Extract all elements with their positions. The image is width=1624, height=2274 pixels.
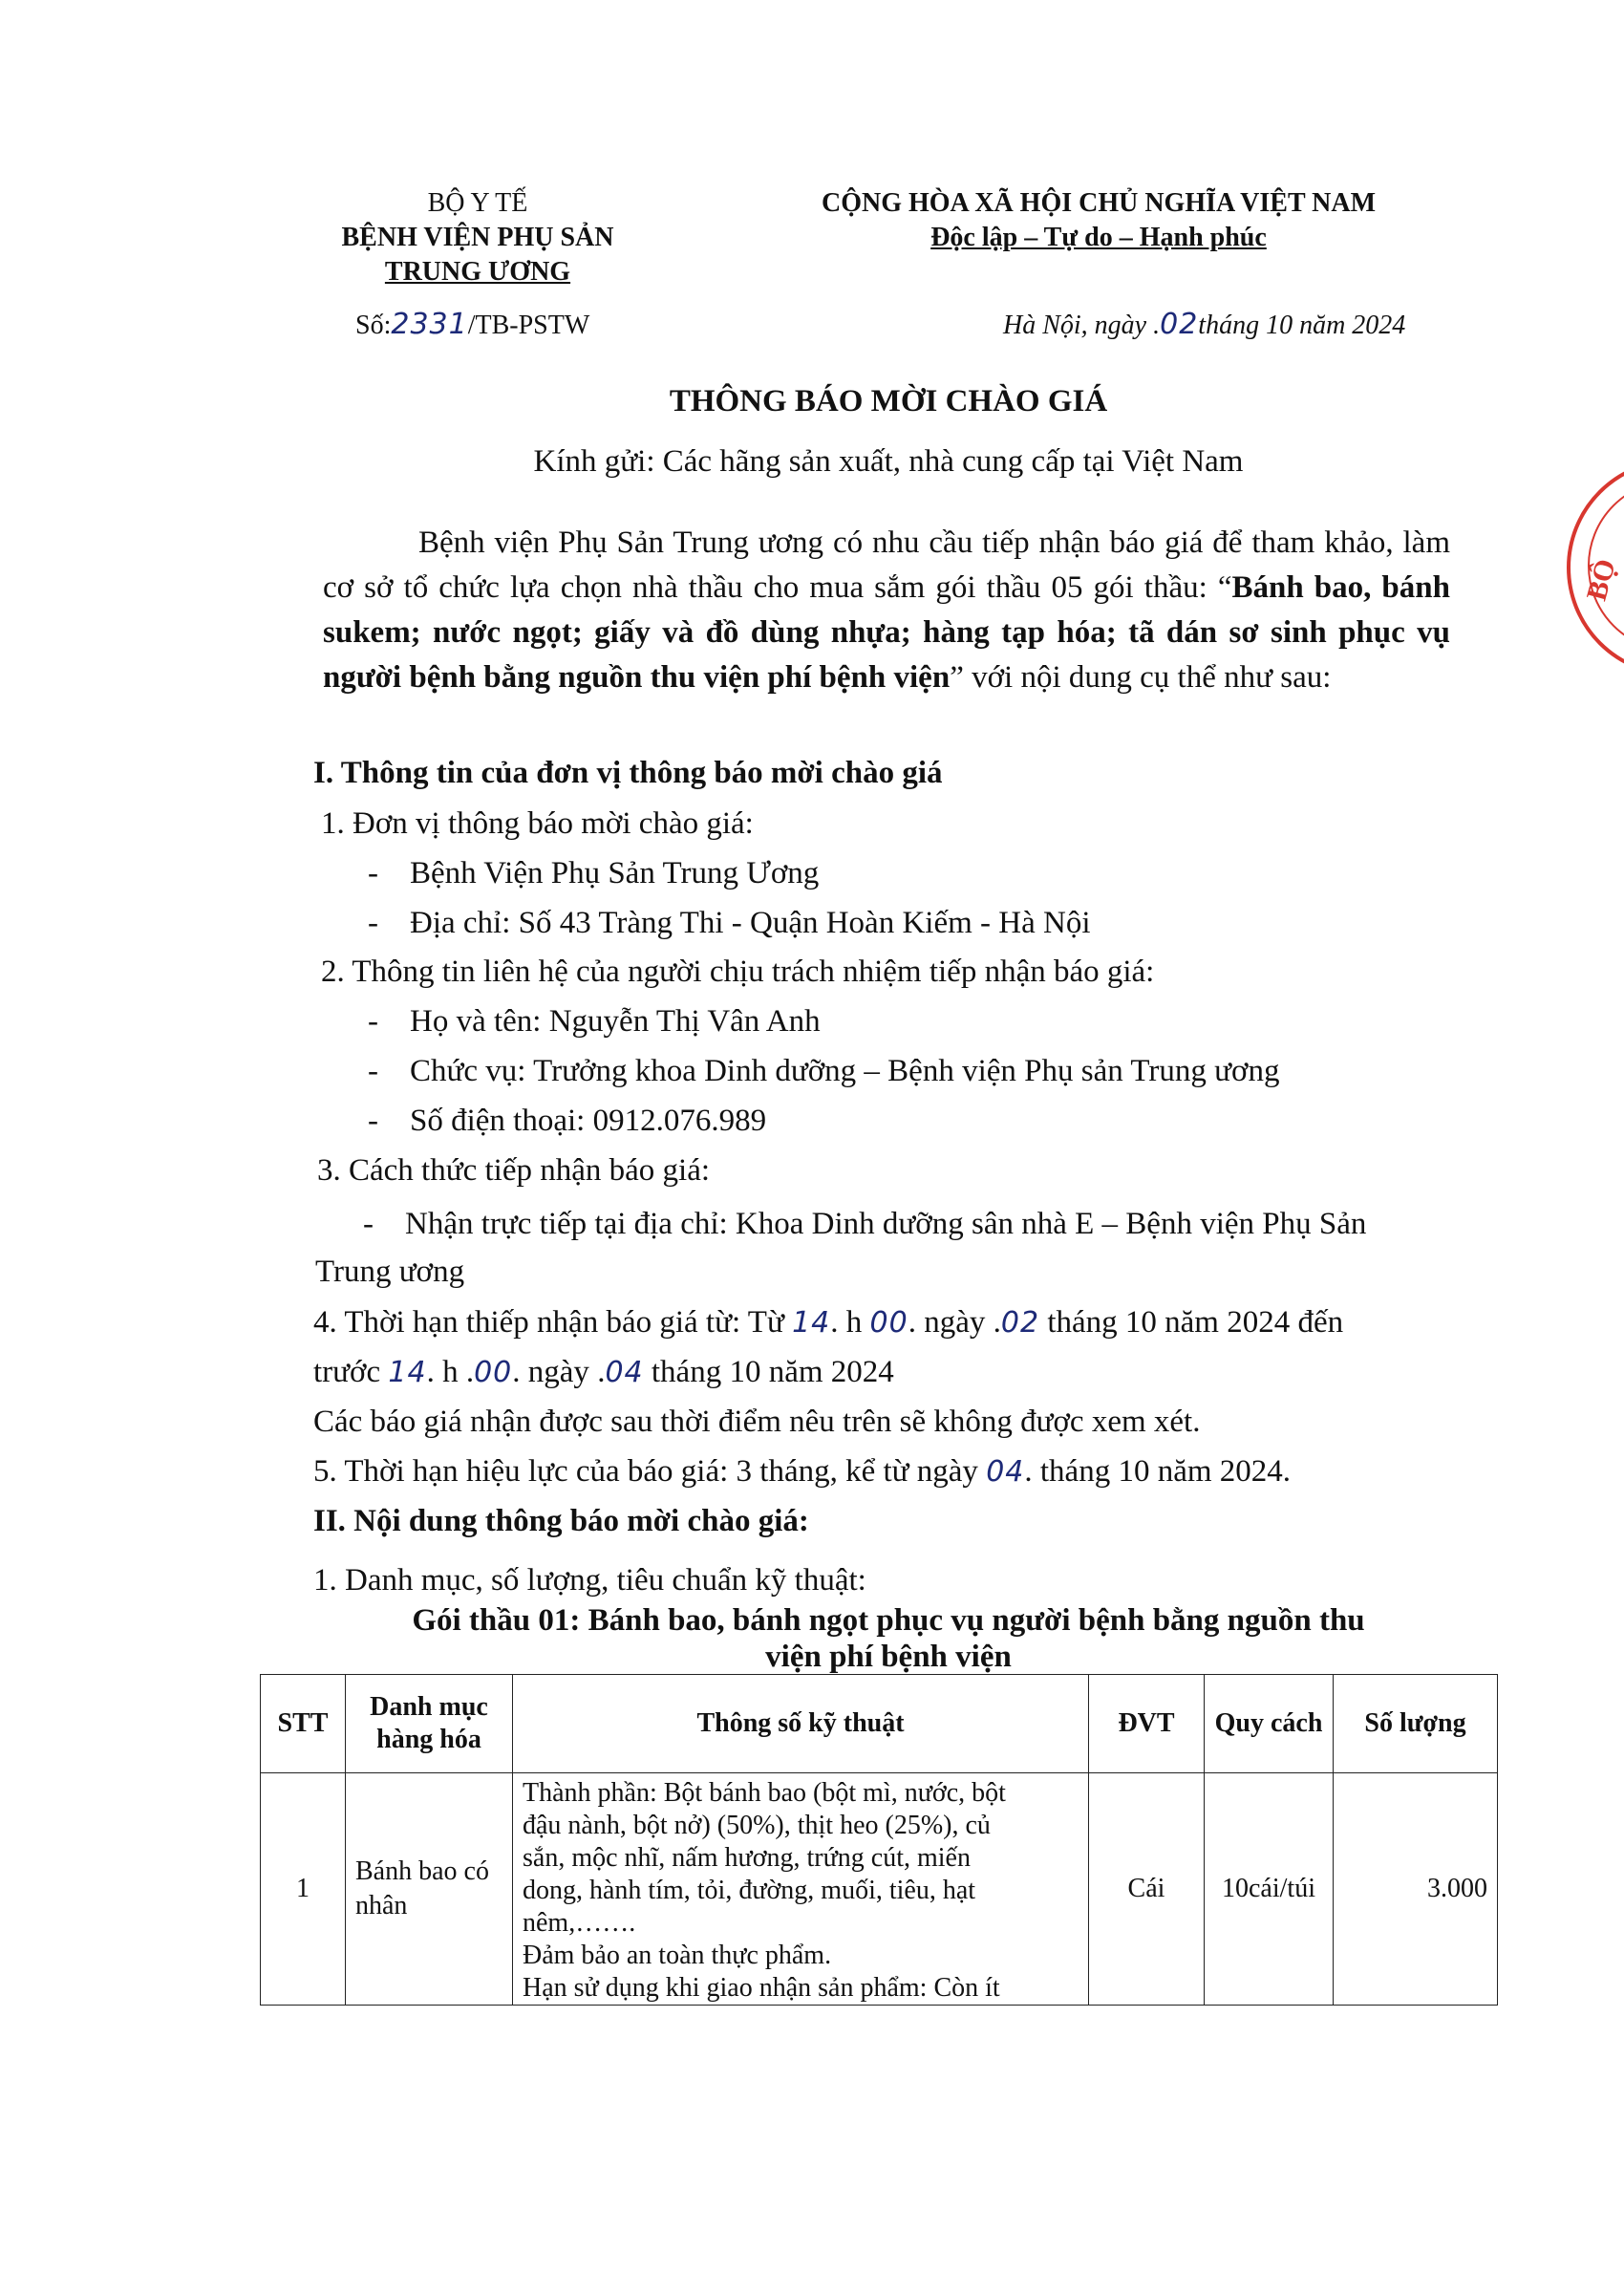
item4-text: h: [442, 1355, 459, 1389]
spec-line: Thành phần: Bột bánh bao (bột mì, nước, bột: [523, 1778, 1006, 1808]
col-name: Danh mục hàng hóa: [346, 1675, 513, 1773]
package-title-line2: viện phí bệnh viện: [765, 1640, 1012, 1674]
col-pack: Quy cách: [1205, 1675, 1334, 1773]
item4-text: tháng 10 năm 2024 đến: [1047, 1305, 1344, 1340]
cell-stt: 1: [261, 1773, 346, 2006]
intro-text-b: ” với nội dung cụ thể như sau:: [950, 660, 1332, 695]
bullet-text: Số điện thoại: 0912.076.989: [410, 1104, 767, 1138]
document-number: [355, 308, 589, 343]
section1-item1-bullet2: - Địa chỉ: Số 43 Tràng Thi - Quận Hoàn Kiếm - Hà Nội: [368, 906, 1091, 940]
table-row: [261, 1773, 1498, 2006]
section1-heading: I. Thông tin của đơn vị thông báo mời chào giá: [313, 756, 943, 790]
hand-hour: 14: [792, 1306, 831, 1340]
section1-item2-bullet1: - Họ và tên: Nguyễn Thị Vân Anh: [368, 1004, 821, 1039]
doc-no-suffix: /TB-PSTW: [467, 311, 590, 340]
item4-text: h: [845, 1305, 863, 1340]
cell-name: Bánh bao có nhân: [346, 1773, 513, 2006]
col-stt: STT: [261, 1675, 346, 1773]
hand-minute: 00: [869, 1306, 908, 1340]
item4-text: trước: [313, 1355, 381, 1389]
cell-spec: [513, 1773, 1089, 2006]
hand-minute: 00: [474, 1356, 513, 1389]
date-prefix: Hà Nội, ngày: [1003, 311, 1147, 340]
bullet-text: Bệnh Viện Phụ Sản Trung Ương: [410, 856, 820, 890]
ministry-name: BỘ Y TẾ: [427, 188, 528, 218]
cell-unit: Cái: [1089, 1773, 1205, 2006]
country-motto-text: Độc lập – Tự do – Hạnh phúc: [930, 223, 1267, 252]
items-table: [260, 1674, 1498, 2006]
col-spec: Thông số kỹ thuật: [513, 1675, 1089, 1773]
doc-no-handwritten: 2331: [391, 308, 468, 341]
section1-item3-bullet1-cont: Trung ương: [315, 1255, 465, 1289]
spec-line: Đảm bảo an toàn thực phẩm.: [523, 1941, 832, 1970]
item5-text: . tháng 10 năm 2024.: [1024, 1454, 1292, 1489]
section1-item1: 1. Đơn vị thông báo mời chào giá:: [321, 806, 754, 841]
cell-qty: 3.000: [1334, 1773, 1498, 2006]
intro-text-a: Bệnh viện Phụ Sản Trung ương có nhu cầu tiếp nhận báo giá để tham khảo, làm cơ sở tổ chức lựa chọn nhà thầu cho mua sắm gói thầu 05 gói thầu: “: [323, 526, 1450, 605]
section1-item1-bullet1: - Bệnh Viện Phụ Sản Trung Ương: [368, 856, 820, 890]
recipient-line: Kính gửi: Các hãng sản xuất, nhà cung cấp tại Việt Nam: [533, 444, 1244, 479]
country-motto: [783, 221, 1414, 255]
section1-item5: [313, 1448, 1291, 1495]
bullet-text: Địa chỉ: Số 43 Tràng Thi - Quận Hoàn Kiếm - Hà Nội: [410, 906, 1091, 940]
item4-text: ngày: [527, 1355, 589, 1389]
hospital-name: BỆNH VIỆN PHỤ SẢN: [341, 223, 614, 252]
section1-item3: 3. Cách thức tiếp nhận báo giá:: [317, 1153, 711, 1188]
cell-pack: 10cái/túi: [1205, 1773, 1334, 2006]
hospital-name-line2-text: TRUNG ƯƠNG: [384, 257, 571, 287]
item5-text: 5. Thời hạn hiệu lực của báo giá: 3 tháng, kể từ ngày: [313, 1454, 978, 1489]
section1-item4-note: Các báo giá nhận được sau thời điểm nêu trên sẽ không được xem xét.: [313, 1405, 1201, 1439]
page-title: THÔNG BÁO MỜI CHÀO GIÁ: [669, 384, 1108, 418]
section1-item2: 2. Thông tin liên hệ của người chịu trách nhiệm tiếp nhận báo giá:: [321, 955, 1155, 989]
item4-text: tháng 10 năm 2024: [651, 1355, 894, 1389]
section1-item4-line1: 4. Thời hạn thiếp nhận báo giá từ: Từ 14. h 00. ngày .02 tháng 10 năm 2024 đến: [313, 1305, 1344, 1340]
hand-day: 02: [1000, 1306, 1040, 1340]
section2-heading: II. Nội dung thông báo mời chào giá:: [313, 1504, 809, 1538]
package-title: [315, 1601, 1462, 1640]
bullet-text: Nhận trực tiếp tại địa chỉ: Khoa Dinh dưỡng sân nhà E – Bệnh viện Phụ Sản: [405, 1207, 1367, 1241]
hospital-name-line2: [315, 255, 640, 290]
spec-line: Hạn sử dụng khi giao nhận sản phẩm: Còn ít: [523, 1973, 1000, 2003]
spec-line: nêm,…….: [523, 1908, 636, 1938]
section1-item3-bullet1: - Nhận trực tiếp tại địa chỉ: Khoa Dinh dưỡng sân nhà E – Bệnh viện Phụ Sản: [363, 1207, 1367, 1241]
date-suffix: tháng 10 năm 2024: [1198, 311, 1406, 340]
package-title-text: : Bánh bao, bánh ngọt phục vụ người bệnh bằng nguồn thu: [569, 1603, 1365, 1638]
spec-line: đậu nành, bột nở) (50%), thịt heo (25%), củ: [523, 1811, 991, 1840]
country-title: CỘNG HÒA XÃ HỘI CHỦ NGHĨA VIỆT NAM: [821, 188, 1377, 218]
doc-no-prefix: Số:: [355, 311, 392, 340]
official-stamp-text: BỘ: [1580, 555, 1622, 605]
bullet-text: Họ và tên: Nguyễn Thị Vân Anh: [410, 1004, 821, 1039]
section1-item4-line2: trước 14. h .00. ngày .04 tháng 10 năm 2024: [313, 1355, 894, 1389]
item4-text: 4. Thời hạn thiếp nhận báo giá từ: Từ: [313, 1305, 784, 1340]
hand-day: 04: [605, 1356, 644, 1389]
section1-item2-bullet2: - Chức vụ: Trưởng khoa Dinh dưỡng – Bệnh viện Phụ sản Trung ương: [368, 1054, 1280, 1088]
document-date: Hà Nội, ngày .02tháng 10 năm 2024: [1003, 308, 1406, 341]
col-qty: Số lượng: [1334, 1675, 1498, 1773]
spec-line: sắn, mộc nhĩ, nấm hương, trứng cút, miến: [523, 1843, 971, 1873]
table-header-row: [261, 1675, 1498, 1773]
spec-line: dong, hành tím, tỏi, đường, muối, tiêu, hạt: [523, 1876, 976, 1905]
hand-hour: 14: [388, 1356, 427, 1389]
date-handwritten: 02: [1160, 308, 1199, 341]
section2-item1: 1. Danh mục, số lượng, tiêu chuẩn kỹ thuật:: [313, 1563, 866, 1598]
section1-item2-bullet3: - Số điện thoại: 0912.076.989: [368, 1104, 767, 1138]
col-unit: ĐVT: [1089, 1675, 1205, 1773]
item4-text: . ngày: [908, 1305, 986, 1340]
intro-text-bold: Bánh bao, bánh sukem; nước ngọt; giấy và đồ dùng nhựa; hàng tạp hóa; tã dán sơ sinh phục vụ người bệnh bằng nguồn thu viện phí bệnh viện: [323, 570, 1450, 695]
hand-day: 04: [986, 1455, 1025, 1489]
intro-paragraph: [323, 521, 1450, 700]
bullet-text: Chức vụ: Trưởng khoa Dinh dưỡng – Bệnh viện Phụ sản Trung ương: [410, 1054, 1280, 1088]
package-prefix: Gói thầu 01: [412, 1603, 570, 1638]
